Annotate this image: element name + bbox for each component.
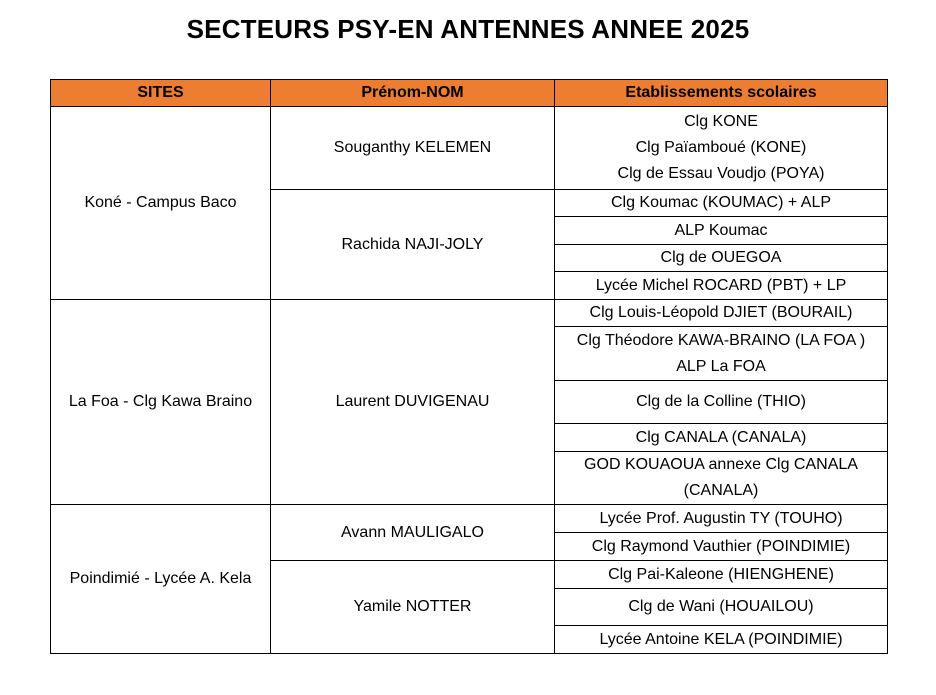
school-name: Clg Païamboué (KONE) bbox=[635, 139, 807, 156]
school-name: Lycée Antoine KELA (POINDIMIE) bbox=[599, 630, 843, 648]
school-cell bbox=[555, 190, 888, 217]
site-cell: Koné - Campus Baco bbox=[51, 107, 271, 300]
table-body bbox=[51, 107, 888, 654]
person-name-cell: Souganthy KELEMEN bbox=[271, 107, 555, 190]
person-name-cell: Avann MAULIGALO bbox=[271, 505, 555, 561]
school-name: Clg de OUEGOA bbox=[660, 249, 782, 266]
school-cell bbox=[555, 561, 888, 589]
school-name: Clg Koumac (KOUMAC) + ALP bbox=[610, 194, 832, 211]
page-title: SECTEURS PSY-EN ANTENNES ANNEE 2025 bbox=[186, 14, 750, 44]
school-cell bbox=[555, 381, 888, 424]
school-name: Clg de Essau Voudjo (POYA) bbox=[617, 165, 825, 182]
school-cell bbox=[555, 424, 888, 452]
header-row bbox=[51, 80, 888, 107]
school-cell bbox=[555, 452, 888, 505]
person-name-cell: Rachida NAJI-JOLY bbox=[271, 190, 555, 300]
school-name: Clg CANALA (CANALA) bbox=[635, 428, 807, 446]
table-row bbox=[51, 505, 888, 533]
site-cell: La Foa - Clg Kawa Braino bbox=[51, 300, 271, 505]
school-name: Clg de la Colline (THIO) bbox=[636, 393, 806, 410]
table-row bbox=[51, 300, 888, 327]
school-cell bbox=[555, 217, 888, 245]
school-name: Clg Théodore KAWA-BRAINO (LA FOA ) bbox=[576, 331, 866, 349]
school-cell bbox=[555, 327, 888, 381]
school-name: Clg KONE bbox=[684, 113, 758, 130]
school-name: Clg de Wani (HOUAILOU) bbox=[628, 598, 814, 615]
school-cell bbox=[555, 626, 888, 654]
school-cell bbox=[555, 300, 888, 327]
person-name-cell: Yamile NOTTER bbox=[271, 561, 555, 654]
header-schools: Etablissements scolaires bbox=[555, 80, 888, 107]
sectors-table bbox=[50, 79, 888, 654]
school-name: Clg Louis-Léopold DJIET (BOURAIL) bbox=[589, 304, 853, 321]
school-name: Clg Pai-Kaleone (HIENGHENE) bbox=[608, 565, 834, 583]
school-name: Lycée Michel ROCARD (PBT) + LP bbox=[595, 276, 847, 294]
school-name: ALP La FOA bbox=[676, 357, 766, 375]
school-name: GOD KOUAOUA annexe Clg CANALA bbox=[584, 456, 858, 473]
school-cell bbox=[555, 589, 888, 626]
school-name: (CANALA) bbox=[683, 482, 759, 499]
table-row bbox=[51, 107, 888, 190]
site-cell: Poindimié - Lycée A. Kela bbox=[51, 505, 271, 654]
school-cell bbox=[555, 533, 888, 561]
school-cell bbox=[555, 505, 888, 533]
header-sites: SITES bbox=[51, 80, 271, 107]
school-cell bbox=[555, 245, 888, 272]
school-name: ALP Koumac bbox=[674, 221, 768, 239]
school-cell bbox=[555, 272, 888, 300]
school-name: Clg Raymond Vauthier (POINDIMIE) bbox=[591, 537, 851, 555]
header-name: Prénom-NOM bbox=[271, 80, 555, 107]
school-name: Lycée Prof. Augustin TY (TOUHO) bbox=[599, 509, 843, 527]
person-name-cell: Laurent DUVIGENAU bbox=[271, 300, 555, 505]
school-cell bbox=[555, 107, 888, 190]
